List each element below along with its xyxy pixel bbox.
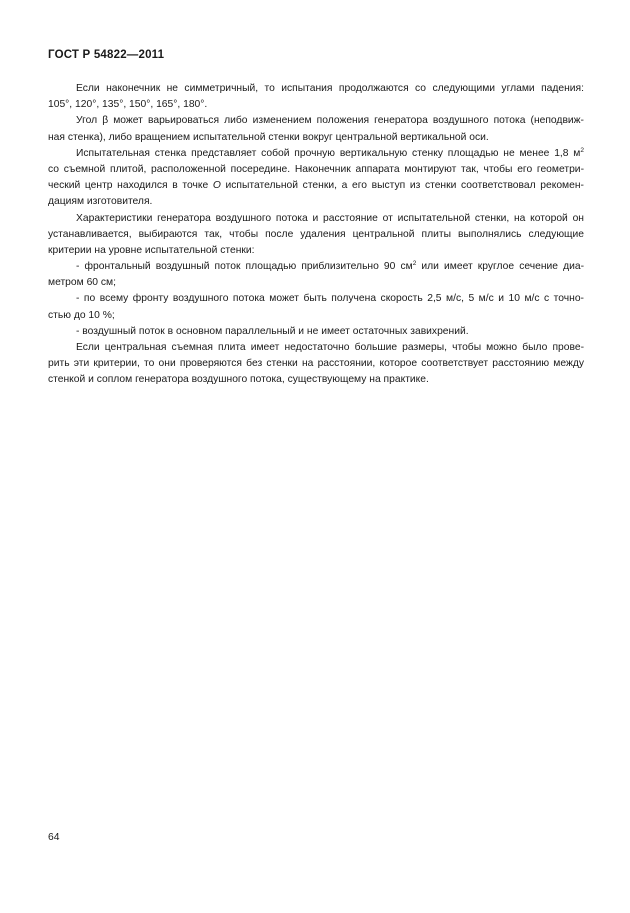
text-segment: или имеет круглое сечение диа-	[416, 261, 584, 273]
text-line	[48, 146, 584, 162]
text-line: - по всему фронту воздушного потока может быть получена скорость 2,5 м/с, 5 м/с и 10 м/с с точно-	[76, 293, 584, 305]
paragraph-central-plate	[48, 340, 584, 389]
document-body	[48, 81, 584, 389]
text-line: 105°, 120°, 135°, 150°, 165°, 180°.	[48, 99, 208, 111]
text-line: дациям изготовителя.	[48, 196, 153, 208]
text-line: критерии на уровне испытательной стенки:	[48, 244, 255, 256]
page-number: 64	[48, 832, 60, 843]
paragraph-incidence-angles	[48, 81, 584, 113]
criteria-list	[48, 259, 584, 340]
text-segment: - фронтальный воздушный поток площадью приблизительно 90 см	[76, 261, 413, 273]
text-line: стью до 10 %;	[48, 309, 115, 321]
text-line: устанавливается, выбираются так, чтобы после удаления центральной плиты выполнялись следующие	[48, 228, 584, 240]
paragraph-beta-angle	[48, 113, 584, 145]
text-segment: Испытательная стенка представляет собой прочную вертикальную стенку площадью не менее 1,8 м	[76, 147, 581, 159]
list-item	[48, 259, 584, 291]
text-line: Характеристики генератора воздушного потока и расстояние от испытательной стенки, на которой он	[76, 212, 584, 224]
text-line: метром 60 см;	[48, 277, 116, 289]
text-line: со съемной плитой, расположенной посередине. Наконечник аппарата монтируют так, чтобы его геометри-	[48, 163, 584, 175]
text-line: Если центральная съемная плита имеет недостаточно большие размеры, чтобы можно было прове-	[76, 342, 584, 353]
text-line	[48, 259, 584, 275]
text-line: - воздушный поток в основном параллельный и не имеет остаточных завихрений.	[76, 325, 469, 337]
paragraph-generator-characteristics	[48, 211, 584, 260]
text-line: рить эти критерии, то они проверяются без стенки на расстоянии, которое соответствует расстоянию между	[48, 358, 584, 370]
text-segment: испытательной стенки, а его выступ из стенки соответствовал рекомен-	[220, 180, 584, 192]
document-header: ГОСТ Р 54822—2011	[48, 49, 165, 61]
paragraph-test-wall	[48, 146, 584, 211]
text-line: стенкой и соплом генератора воздушного потока, существующему на практике.	[48, 374, 429, 386]
text-segment: ческий центр находился в точке	[48, 180, 213, 192]
list-item	[48, 324, 584, 340]
superscript: 2	[580, 146, 584, 154]
text-line	[48, 178, 584, 194]
text-line: Если наконечник не симметричный, то испытания продолжаются со следующими углами падения:	[76, 83, 584, 94]
text-line: ная стенка), либо вращением испытательной стенки вокруг центральной вертикальной оси.	[48, 131, 489, 143]
superscript: 2	[412, 260, 417, 268]
text-line: Угол β может варьироваться либо изменением положения генератора воздушного потока (неподвиж-	[76, 115, 584, 127]
italic-point-label: О	[212, 180, 221, 192]
list-item	[48, 291, 584, 323]
